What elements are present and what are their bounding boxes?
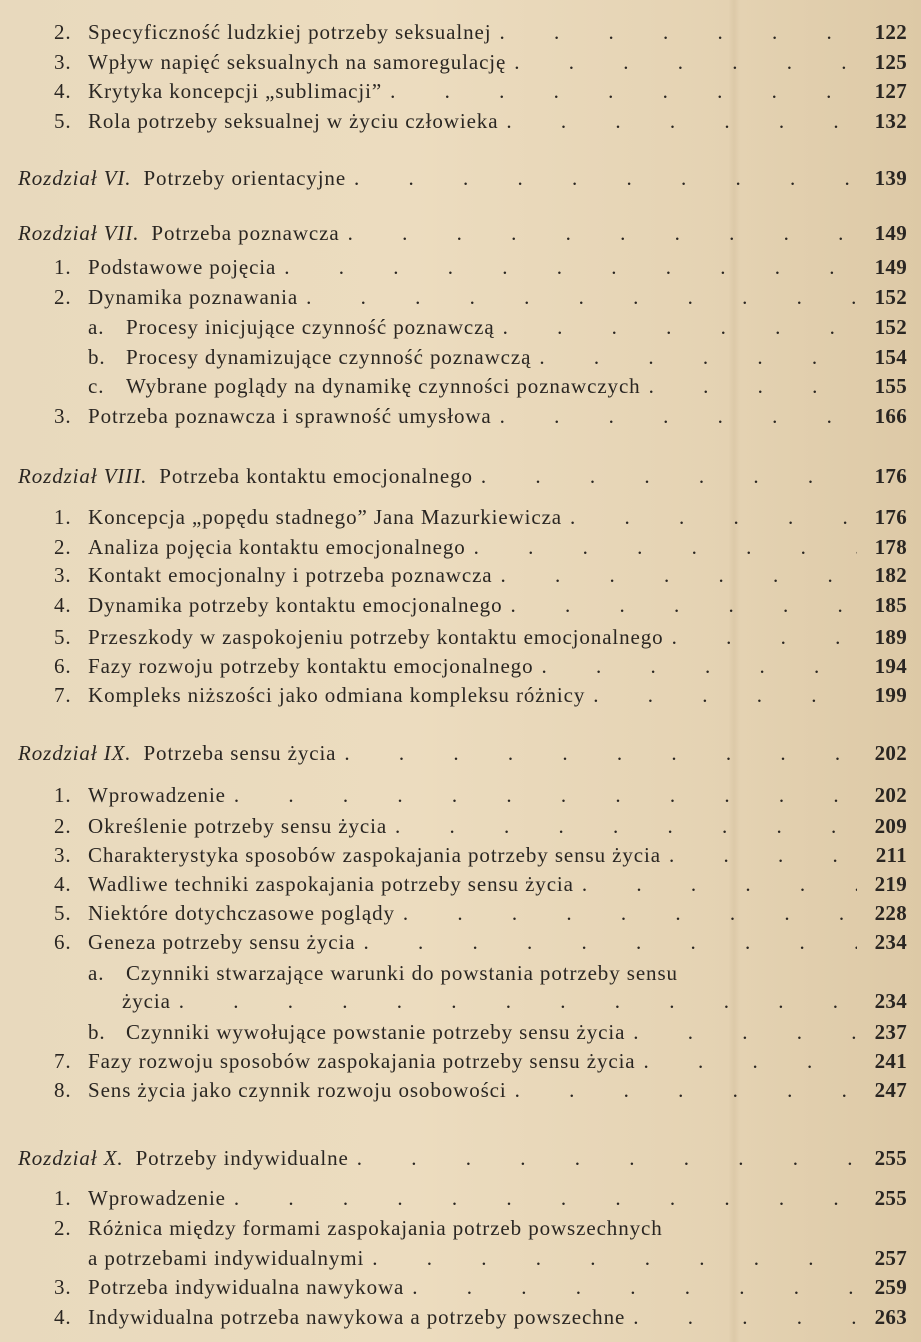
entry-title: Fazy rozwoju sposobów zaspokajania potrzeby sensu życia [88, 1049, 636, 1073]
entry-number: 4. [54, 79, 72, 103]
entry-number: 3. [54, 563, 72, 587]
entry-title: Rola potrzeby seksualnej w życiu człowieka [88, 109, 499, 133]
entry-number: 4. [54, 872, 72, 896]
entry-title: a potrzebami indywidualnymi [88, 1246, 365, 1270]
entry-title: Określenie potrzeby sensu życia [88, 814, 388, 838]
chapter-title: Potrzeba sensu życia [143, 741, 337, 765]
leader-dots [179, 989, 857, 1014]
entry-number: 7. [54, 683, 72, 707]
entry-number: 3. [54, 404, 72, 428]
entry-number: 1. [54, 783, 72, 807]
entry-title: Geneza potrzeby sensu życia [88, 930, 356, 954]
page-number: 166 [874, 404, 907, 428]
entry-title: Potrzeba poznawcza i sprawność umysłowa [88, 404, 492, 428]
page-number: 178 [874, 535, 907, 559]
toc-entry [54, 1049, 907, 1079]
leader-dots [503, 315, 857, 340]
page-number: 211 [875, 843, 907, 867]
page-number: 149 [874, 255, 907, 279]
page-number: 202 [874, 783, 907, 807]
toc-entry [54, 505, 907, 535]
entry-number: 1. [54, 505, 72, 529]
leader-dots [344, 741, 857, 766]
toc-entry [54, 1305, 907, 1335]
page-number: 176 [874, 464, 907, 488]
leader-dots [234, 1186, 857, 1211]
toc-entry [54, 654, 907, 684]
page-number: 219 [874, 872, 907, 896]
chapter-heading [18, 166, 907, 196]
toc-subentry [88, 1020, 907, 1050]
entry-letter: c. [88, 374, 105, 398]
entry-number: 6. [54, 654, 72, 678]
entry-title: Specyficzność ludzkiej potrzeby seksualnej [88, 20, 492, 44]
entry-title: Wybrane poglądy na dynamikę czynności poznawczych [126, 374, 641, 398]
page-number: 255 [874, 1146, 907, 1170]
page-number: 154 [874, 345, 907, 369]
page-number: 182 [874, 563, 907, 587]
leader-dots [541, 654, 857, 679]
chapter-label: Rozdział VI. [18, 166, 132, 190]
entry-number: 2. [54, 1216, 72, 1240]
page-number: 139 [874, 166, 907, 190]
entry-title: Czynniki wywołujące powstanie potrzeby sensu życia [126, 1020, 626, 1044]
leader-dots [474, 535, 857, 560]
chapter-title: Potrzeba poznawcza [151, 221, 340, 245]
page-number: 149 [874, 221, 907, 245]
page-number: 176 [874, 505, 907, 529]
entry-number: 1. [54, 1186, 72, 1210]
leader-dots [499, 20, 857, 45]
leader-dots [363, 930, 857, 955]
entry-title: Niektóre dotychczasowe poglądy [88, 901, 395, 925]
entry-number: 5. [54, 625, 72, 649]
toc-entry [54, 255, 907, 285]
entry-title: Czynniki stwarzające warunki do powstania potrzeby sensu [126, 961, 678, 985]
entry-number: 2. [54, 285, 72, 309]
chapter-title: Potrzeby orientacyjne [143, 166, 347, 190]
page-number: 122 [874, 20, 907, 44]
leader-dots [390, 79, 857, 104]
page-number: 194 [874, 654, 907, 678]
leader-dots [672, 625, 857, 650]
page-number: 152 [874, 285, 907, 309]
chapter-heading [18, 221, 907, 251]
toc-entry [54, 79, 907, 109]
toc-subentry [88, 345, 907, 375]
chapter-label: Rozdział VII. [18, 221, 140, 245]
toc-entry [54, 872, 907, 902]
entry-title: Różnica między formami zaspokajania potrzeb powszechnych [88, 1216, 663, 1240]
leader-dots [372, 1246, 857, 1271]
leader-dots [395, 814, 857, 839]
page-number: 127 [874, 79, 907, 103]
entry-number: 2. [54, 20, 72, 44]
toc-entry [54, 1216, 907, 1246]
toc-entry [54, 1078, 907, 1108]
page-number: 237 [874, 1020, 907, 1044]
page-number: 234 [874, 989, 907, 1013]
entry-number: 6. [54, 930, 72, 954]
leader-dots [348, 221, 857, 246]
entry-number: 2. [54, 535, 72, 559]
page-number: 185 [874, 593, 907, 617]
entry-number: 5. [54, 109, 72, 133]
entry-number: 4. [54, 1305, 72, 1329]
entry-number: 1. [54, 255, 72, 279]
entry-number: 3. [54, 50, 72, 74]
leader-dots [403, 901, 857, 926]
entry-title: Przeszkody w zaspokojeniu potrzeby kontaktu emocjonalnego [88, 625, 664, 649]
entry-title: Procesy dynamizujące czynność poznawczą [126, 345, 532, 369]
entry-title: Procesy inicjujące czynność poznawczą [126, 315, 495, 339]
entry-title: Charakterystyka sposobów zaspokajania potrzeby sensu życia [88, 843, 661, 867]
leader-dots [649, 374, 857, 399]
page-number: 255 [874, 1186, 907, 1210]
leader-dots [412, 1275, 857, 1300]
toc-subentry [88, 315, 907, 345]
entry-letter: a. [88, 961, 105, 985]
entry-title: Krytyka koncepcji „sublimacji” [88, 79, 383, 103]
leader-dots [357, 1146, 857, 1171]
entry-title: Dynamika potrzeby kontaktu emocjonalnego [88, 593, 503, 617]
leader-dots [539, 345, 857, 370]
leader-dots [481, 464, 857, 489]
leader-dots [582, 872, 857, 897]
entry-title: Indywidualna potrzeba nawykowa a potrzeby powszechne [88, 1305, 626, 1329]
page-number: 152 [874, 315, 907, 339]
entry-letter: a. [88, 315, 105, 339]
leader-dots [644, 1049, 857, 1074]
leader-dots [500, 404, 857, 429]
entry-title: Podstawowe pojęcia [88, 255, 277, 279]
chapter-title: Potrzeba kontaktu emocjonalnego [159, 464, 473, 488]
toc-entry [54, 535, 907, 565]
leader-dots [570, 505, 857, 530]
chapter-heading [18, 1146, 907, 1176]
entry-title: Potrzeba indywidualna nawykowa [88, 1275, 405, 1299]
leader-dots [354, 166, 857, 191]
toc-entry [54, 843, 907, 873]
entry-title: Fazy rozwoju potrzeby kontaktu emocjonalnego [88, 654, 534, 678]
page-number: 132 [874, 109, 907, 133]
page-number: 199 [874, 683, 907, 707]
leader-dots [501, 563, 857, 588]
toc-entry [54, 20, 907, 50]
toc-entry [54, 1275, 907, 1305]
leader-dots [633, 1305, 857, 1330]
chapter-label: Rozdział VIII. [18, 464, 148, 488]
toc-entry [54, 783, 907, 813]
chapter-label: Rozdział IX. [18, 741, 132, 765]
leader-dots [593, 683, 857, 708]
chapter-heading [18, 464, 907, 494]
entry-number: 7. [54, 1049, 72, 1073]
page-number: 263 [874, 1305, 907, 1329]
entry-number: 3. [54, 1275, 72, 1299]
leader-dots [510, 593, 857, 618]
chapter-title: Potrzeby indywidualne [135, 1146, 349, 1170]
toc-subentry [88, 374, 907, 404]
entry-number: 3. [54, 843, 72, 867]
leader-dots [234, 783, 857, 808]
entry-title: Wprowadzenie [88, 783, 226, 807]
entry-number: 4. [54, 593, 72, 617]
leader-dots [515, 1078, 857, 1103]
entry-title: Wadliwe techniki zaspokajania potrzeby sensu życia [88, 872, 574, 896]
leader-dots [633, 1020, 857, 1045]
entry-title: Kontakt emocjonalny i potrzeba poznawcza [88, 563, 493, 587]
page-number: 125 [874, 50, 907, 74]
entry-letter: b. [88, 1020, 106, 1044]
toc-entry [54, 814, 907, 844]
toc-entry [54, 930, 907, 960]
page-number: 189 [874, 625, 907, 649]
page-number: 155 [874, 374, 907, 398]
toc-entry [54, 50, 907, 80]
entry-title: Dynamika poznawania [88, 285, 299, 309]
chapter-heading [18, 741, 907, 771]
page-number: 259 [874, 1275, 907, 1299]
chapter-label: Rozdział X. [18, 1146, 124, 1170]
page-number: 247 [874, 1078, 907, 1102]
leader-dots [306, 285, 857, 310]
toc-entry [54, 563, 907, 593]
toc-entry [54, 901, 907, 931]
page-number: 241 [874, 1049, 907, 1073]
page-number: 209 [874, 814, 907, 838]
page-number: 234 [874, 930, 907, 954]
page-number: 228 [874, 901, 907, 925]
entry-number: 8. [54, 1078, 72, 1102]
leader-dots [669, 843, 857, 868]
leader-dots [514, 50, 857, 75]
toc-entry [54, 625, 907, 655]
toc-subentry-continuation [122, 989, 907, 1019]
entry-number: 5. [54, 901, 72, 925]
entry-title: Kompleks niższości jako odmiana kompleksu różnicy [88, 683, 586, 707]
toc-entry [54, 109, 907, 139]
entry-title: Wpływ napięć seksualnych na samoregulację [88, 50, 507, 74]
entry-letter: b. [88, 345, 106, 369]
toc-entry [54, 1186, 907, 1216]
entry-title: Analiza pojęcia kontaktu emocjonalnego [88, 535, 466, 559]
page-number: 202 [874, 741, 907, 765]
page-number: 257 [874, 1246, 907, 1270]
entry-number: 2. [54, 814, 72, 838]
entry-title: życia [122, 989, 171, 1013]
toc-subentry [88, 961, 907, 991]
leader-dots [506, 109, 857, 134]
entry-title: Sens życia jako czynnik rozwoju osobowości [88, 1078, 507, 1102]
toc-entry [54, 285, 907, 315]
entry-title: Wprowadzenie [88, 1186, 226, 1210]
toc-entry [54, 404, 907, 434]
toc-entry [54, 593, 907, 623]
toc-entry [54, 683, 907, 713]
entry-title: Koncepcja „popędu stadnego” Jana Mazurkiewicza [88, 505, 563, 529]
leader-dots [284, 255, 857, 280]
toc-entry-continuation [88, 1246, 907, 1276]
